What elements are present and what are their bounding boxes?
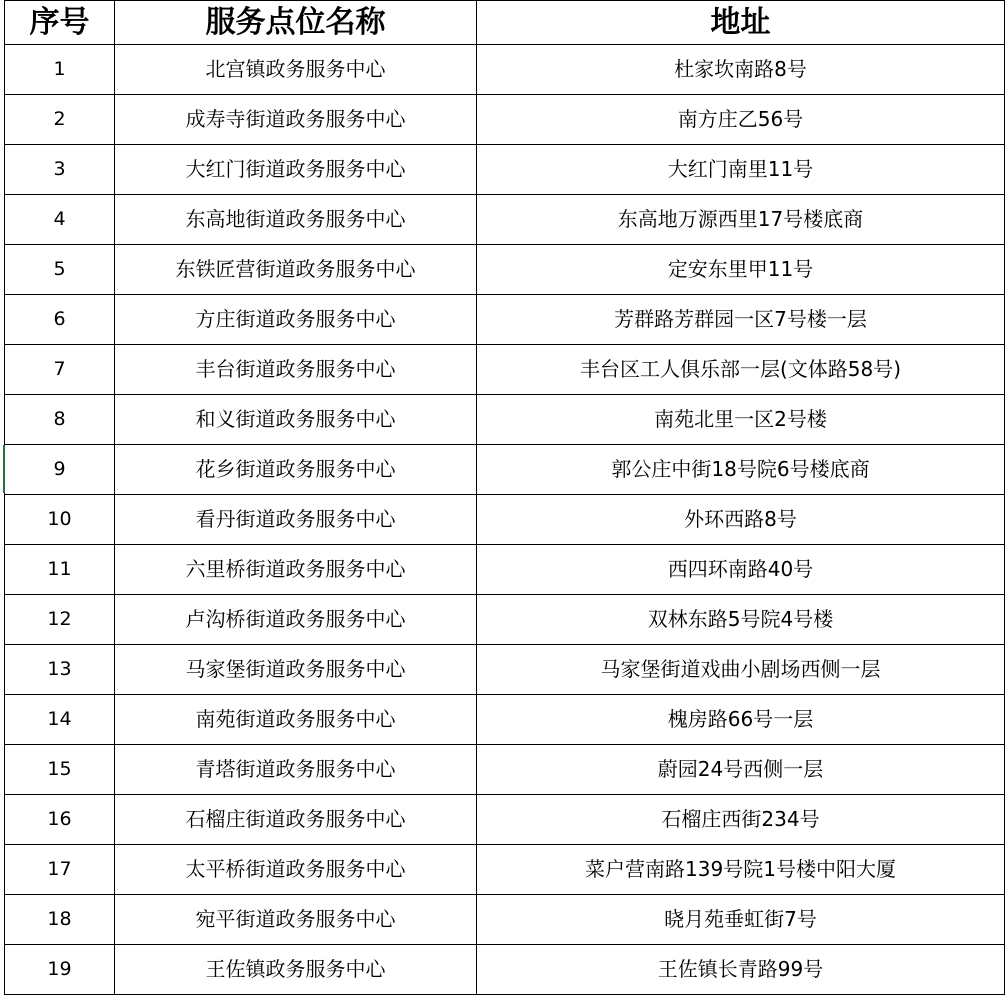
cell-address[interactable]: 蔚园24号西侧一层 bbox=[477, 745, 1005, 795]
selected-row-marker bbox=[3, 445, 5, 493]
cell-address[interactable]: 东高地万源西里17号楼底商 bbox=[477, 195, 1005, 245]
cell-name[interactable]: 丰台街道政务服务中心 bbox=[115, 345, 477, 395]
table-row[interactable] bbox=[5, 195, 1005, 245]
cell-address[interactable]: 大红门南里11号 bbox=[477, 145, 1005, 195]
table-row[interactable] bbox=[5, 745, 1005, 795]
cell-name[interactable]: 卢沟桥街道政务服务中心 bbox=[115, 595, 477, 645]
table-row[interactable] bbox=[5, 595, 1005, 645]
cell-name[interactable]: 王佐镇政务服务中心 bbox=[115, 945, 477, 995]
cell-address[interactable]: 马家堡街道戏曲小剧场西侧一层 bbox=[477, 645, 1005, 695]
table-row[interactable] bbox=[5, 895, 1005, 945]
cell-name[interactable]: 北宫镇政务服务中心 bbox=[115, 45, 477, 95]
header-index[interactable]: 序号 bbox=[5, 1, 115, 45]
cell-address[interactable]: 双林东路5号院4号楼 bbox=[477, 595, 1005, 645]
cell-index[interactable]: 17 bbox=[5, 845, 115, 895]
cell-index[interactable]: 7 bbox=[5, 345, 115, 395]
cell-address[interactable]: 丰台区工人俱乐部一层(文体路58号) bbox=[477, 345, 1005, 395]
cell-index[interactable]: 16 bbox=[5, 795, 115, 845]
cell-name[interactable]: 方庄街道政务服务中心 bbox=[115, 295, 477, 345]
cell-index[interactable]: 14 bbox=[5, 695, 115, 745]
cell-address[interactable]: 王佐镇长青路99号 bbox=[477, 945, 1005, 995]
cell-address[interactable]: 菜户营南路139号院1号楼中阳大厦 bbox=[477, 845, 1005, 895]
cell-index[interactable]: 5 bbox=[5, 245, 115, 295]
table-row[interactable] bbox=[5, 295, 1005, 345]
cell-address[interactable]: 杜家坎南路8号 bbox=[477, 45, 1005, 95]
cell-name[interactable]: 青塔街道政务服务中心 bbox=[115, 745, 477, 795]
cell-address[interactable]: 槐房路66号一层 bbox=[477, 695, 1005, 745]
table-row[interactable] bbox=[5, 495, 1005, 545]
cell-index[interactable]: 2 bbox=[5, 95, 115, 145]
cell-name[interactable]: 马家堡街道政务服务中心 bbox=[115, 645, 477, 695]
service-points-table bbox=[4, 0, 1005, 995]
table-row[interactable] bbox=[5, 145, 1005, 195]
header-row bbox=[5, 1, 1005, 45]
cell-address[interactable]: 南方庄乙56号 bbox=[477, 95, 1005, 145]
cell-name[interactable]: 成寿寺街道政务服务中心 bbox=[115, 95, 477, 145]
cell-name[interactable]: 太平桥街道政务服务中心 bbox=[115, 845, 477, 895]
cell-name[interactable]: 宛平街道政务服务中心 bbox=[115, 895, 477, 945]
cell-name[interactable]: 六里桥街道政务服务中心 bbox=[115, 545, 477, 595]
cell-index[interactable]: 3 bbox=[5, 145, 115, 195]
cell-index[interactable]: 8 bbox=[5, 395, 115, 445]
cell-name[interactable]: 和义街道政务服务中心 bbox=[115, 395, 477, 445]
table-row[interactable] bbox=[5, 95, 1005, 145]
table-row[interactable] bbox=[5, 45, 1005, 95]
table-row[interactable] bbox=[5, 695, 1005, 745]
header-name[interactable]: 服务点位名称 bbox=[115, 1, 477, 45]
cell-name[interactable]: 东铁匠营街道政务服务中心 bbox=[115, 245, 477, 295]
cell-name[interactable]: 大红门街道政务服务中心 bbox=[115, 145, 477, 195]
table-row[interactable] bbox=[5, 245, 1005, 295]
table-row[interactable] bbox=[5, 645, 1005, 695]
cell-address[interactable]: 郭公庄中街18号院6号楼底商 bbox=[477, 445, 1005, 495]
cell-index[interactable]: 13 bbox=[5, 645, 115, 695]
cell-index[interactable]: 15 bbox=[5, 745, 115, 795]
cell-index[interactable]: 1 bbox=[5, 45, 115, 95]
table-row[interactable] bbox=[5, 345, 1005, 395]
cell-address[interactable]: 外环西路8号 bbox=[477, 495, 1005, 545]
cell-address[interactable]: 芳群路芳群园一区7号楼一层 bbox=[477, 295, 1005, 345]
cell-index[interactable]: 9 bbox=[5, 445, 115, 495]
cell-index[interactable]: 6 bbox=[5, 295, 115, 345]
table-row[interactable] bbox=[5, 395, 1005, 445]
cell-address[interactable]: 西四环南路40号 bbox=[477, 545, 1005, 595]
cell-address[interactable]: 晓月苑垂虹街7号 bbox=[477, 895, 1005, 945]
cell-name[interactable]: 南苑街道政务服务中心 bbox=[115, 695, 477, 745]
cell-index[interactable]: 4 bbox=[5, 195, 115, 245]
cell-index[interactable]: 19 bbox=[5, 945, 115, 995]
table-row[interactable] bbox=[5, 795, 1005, 845]
cell-name[interactable]: 花乡街道政务服务中心 bbox=[115, 445, 477, 495]
cell-address[interactable]: 南苑北里一区2号楼 bbox=[477, 395, 1005, 445]
cell-name[interactable]: 看丹街道政务服务中心 bbox=[115, 495, 477, 545]
table-body bbox=[5, 45, 1005, 995]
cell-address[interactable]: 定安东里甲11号 bbox=[477, 245, 1005, 295]
cell-index[interactable]: 12 bbox=[5, 595, 115, 645]
cell-name[interactable]: 石榴庄街道政务服务中心 bbox=[115, 795, 477, 845]
cell-index[interactable]: 18 bbox=[5, 895, 115, 945]
cell-index[interactable]: 10 bbox=[5, 495, 115, 545]
header-address[interactable]: 地址 bbox=[477, 1, 1005, 45]
cell-address[interactable]: 石榴庄西街234号 bbox=[477, 795, 1005, 845]
table-row[interactable] bbox=[5, 945, 1005, 995]
cell-index[interactable]: 11 bbox=[5, 545, 115, 595]
table-row[interactable] bbox=[5, 545, 1005, 595]
table-row[interactable] bbox=[5, 445, 1005, 495]
cell-name[interactable]: 东高地街道政务服务中心 bbox=[115, 195, 477, 245]
table-row[interactable] bbox=[5, 845, 1005, 895]
